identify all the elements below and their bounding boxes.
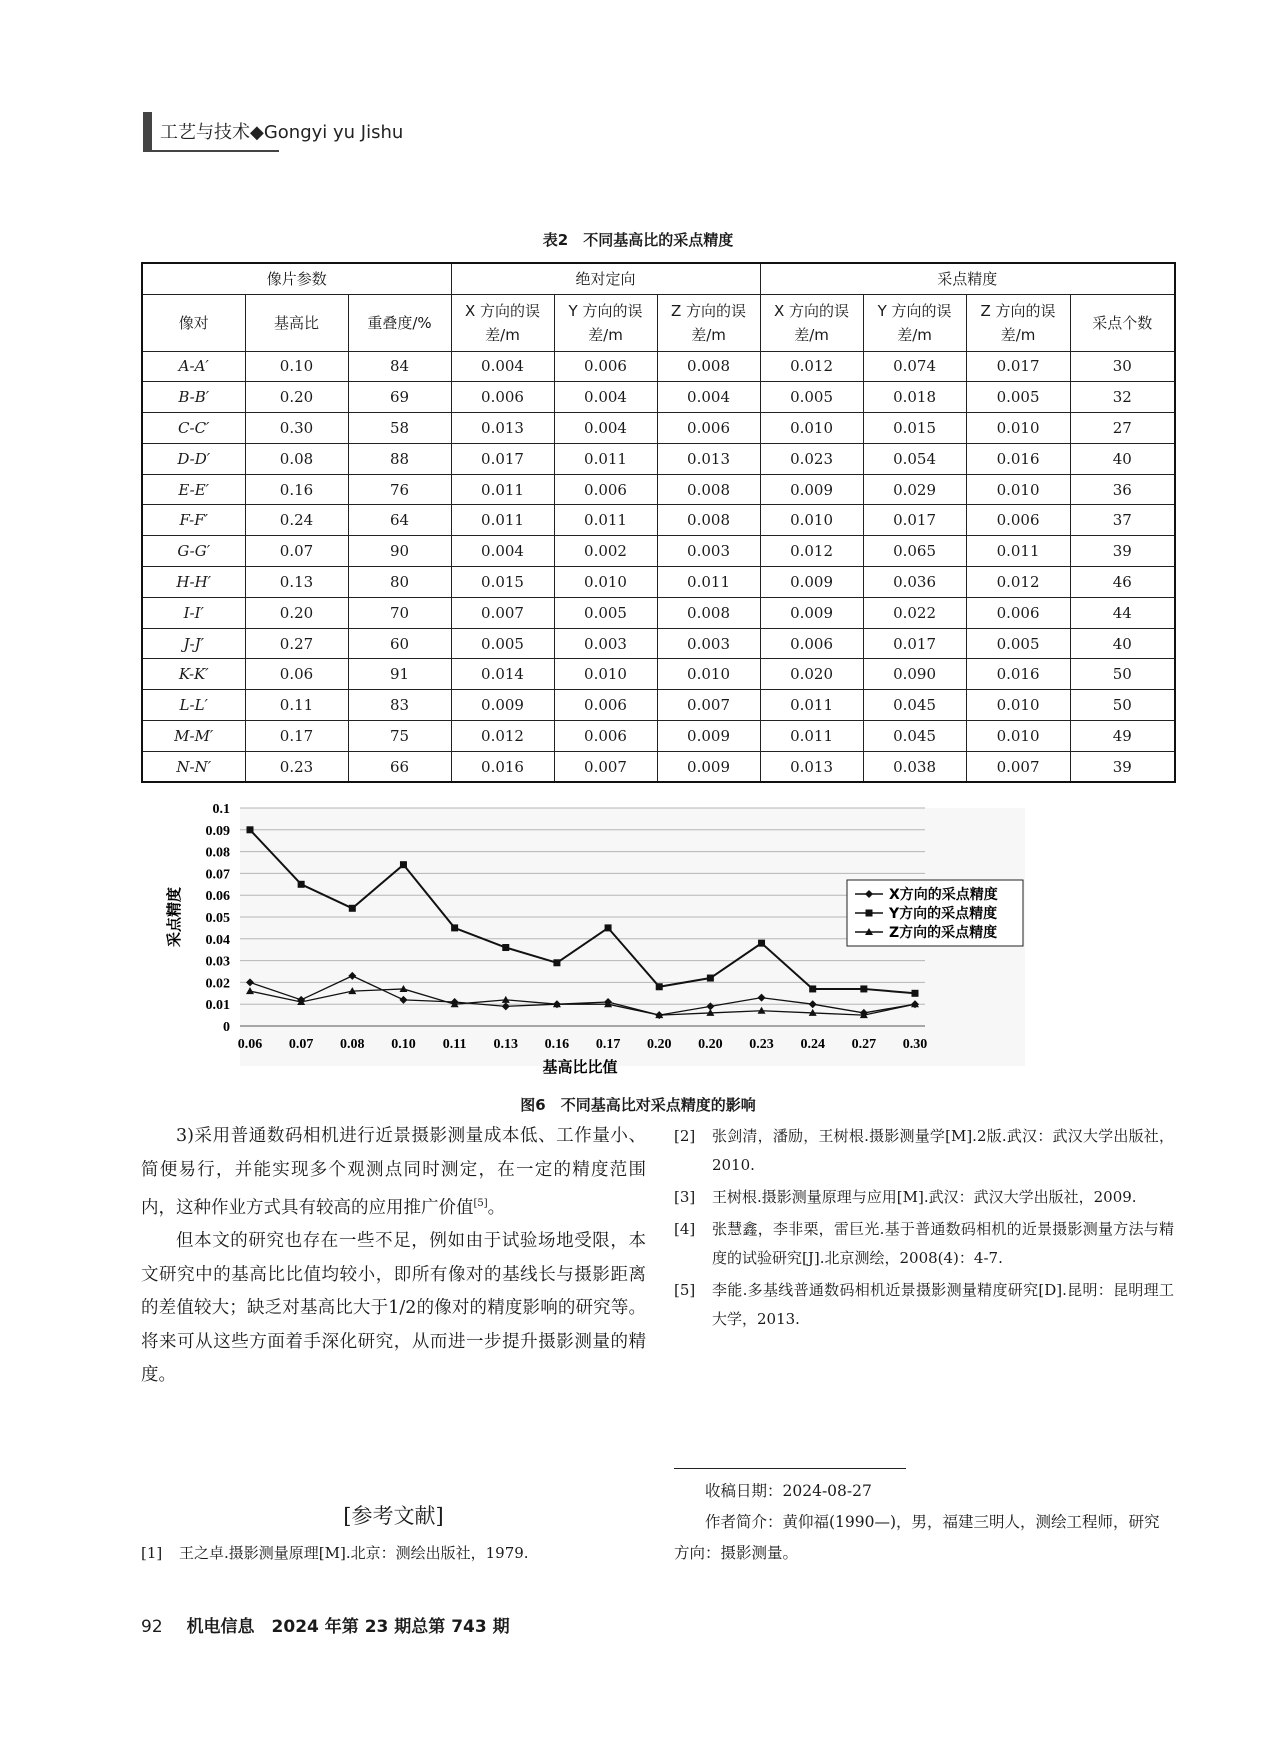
table-cell: 0.018	[863, 382, 966, 413]
data-point	[758, 940, 765, 947]
table-cell: 0.003	[657, 536, 760, 567]
data-point	[707, 975, 714, 982]
table-row	[142, 413, 1175, 444]
journal-info: 机电信息 2024 年第 23 期总第 743 期	[186, 1617, 510, 1637]
table-cell: 0.006	[657, 413, 760, 444]
table-cell: 0.008	[657, 351, 760, 382]
article-meta	[674, 1476, 1174, 1569]
table-cell: 0.007	[966, 751, 1070, 782]
table-cell: 0.010	[966, 474, 1070, 505]
table-cell: 0.011	[451, 505, 554, 536]
y-tick-label: 0.04	[205, 932, 230, 948]
table-cell: 0.007	[451, 597, 554, 628]
table-cell: 0.06	[245, 659, 348, 690]
column-header: Z 方向的误差/m	[657, 294, 760, 351]
data-point	[349, 905, 356, 912]
data-point	[656, 983, 663, 990]
data-point	[502, 944, 509, 951]
column-header: 重叠度/%	[348, 294, 451, 351]
table-cell: 0.012	[760, 351, 863, 382]
table-cell: 39	[1070, 536, 1175, 567]
table-cell: 0.004	[451, 351, 554, 382]
column-header: X 方向的误差/m	[451, 294, 554, 351]
table-cell: 88	[348, 443, 451, 474]
table-cell: 0.006	[554, 721, 657, 752]
table-cell: 0.005	[966, 382, 1070, 413]
table-cell: 0.016	[451, 751, 554, 782]
table-cell: 50	[1070, 690, 1175, 721]
table-cell: 0.002	[554, 536, 657, 567]
table-cell: 0.24	[245, 505, 348, 536]
table-row	[142, 751, 1175, 782]
legend-label: Z方向的采点精度	[889, 925, 998, 941]
table-cell: 0.07	[245, 536, 348, 567]
table-caption: 表2 不同基高比的采点精度	[542, 231, 734, 249]
table-cell: 30	[1070, 351, 1175, 382]
y-tick-label: 0.05	[205, 911, 230, 926]
table-cell: 0.005	[966, 628, 1070, 659]
table-body	[142, 351, 1175, 782]
table-cell: 0.023	[760, 443, 863, 474]
reference-item	[674, 1215, 1174, 1273]
reference-number: [3]	[674, 1188, 696, 1206]
table-cell: 0.010	[554, 659, 657, 690]
column-header: 采点个数	[1070, 294, 1175, 351]
table-cell: 0.022	[863, 597, 966, 628]
table-cell: 0.005	[554, 597, 657, 628]
table-cell: 0.003	[657, 628, 760, 659]
table-cell: 0.009	[760, 567, 863, 598]
received-date: 收稿日期：2024-08-27	[705, 1482, 872, 1500]
legend-marker	[866, 910, 873, 917]
figure-caption: 图6 不同基高比对采点精度的影响	[520, 1096, 756, 1114]
table-cell: 0.090	[863, 659, 966, 690]
y-tick-label: 0.03	[205, 954, 230, 970]
table-cell: 0.27	[245, 628, 348, 659]
table-cell: 0.011	[760, 690, 863, 721]
y-tick-label: 0.01	[205, 998, 230, 1014]
legend-label: Y方向的采点精度	[889, 906, 998, 922]
table-cell: 0.005	[760, 382, 863, 413]
chart-svg	[165, 800, 1065, 1090]
table-cell: 0.08	[245, 443, 348, 474]
pair-cell: I-I′	[142, 597, 245, 628]
table-cell: 0.004	[554, 413, 657, 444]
table-cell: 76	[348, 474, 451, 505]
reference-item	[674, 1122, 1174, 1180]
table-cell: 44	[1070, 597, 1175, 628]
column-header: X 方向的误差/m	[760, 294, 863, 351]
pair-cell: M-M′	[142, 721, 245, 752]
body-text	[141, 1120, 646, 1393]
x-tick-label: 0.20	[698, 1037, 723, 1052]
table-cell: 0.16	[245, 474, 348, 505]
pair-cell: N-N′	[142, 751, 245, 782]
data-point	[451, 924, 458, 931]
pair-cell: A-A′	[142, 351, 245, 382]
column-header-row	[142, 294, 1175, 351]
table-cell: 0.009	[657, 751, 760, 782]
pair-cell: J-J′	[142, 628, 245, 659]
table-cell: 37	[1070, 505, 1175, 536]
reference-text: 张慧鑫，李非栗，雷巨光.基于普通数码相机的近景摄影测量方法与精度的试验研究[J].北京测绘，2008(4)：4-7.	[712, 1220, 1174, 1267]
table-cell: 0.017	[863, 505, 966, 536]
references-title: [参考文献]	[343, 1504, 444, 1528]
y-tick-label: 0.06	[205, 889, 230, 905]
table-cell: 0.017	[451, 443, 554, 474]
table-cell: 0.11	[245, 690, 348, 721]
table-cell: 60	[348, 628, 451, 659]
paragraph-end: 。	[487, 1197, 506, 1218]
table-cell: 0.011	[554, 443, 657, 474]
x-tick-label: 0.08	[340, 1037, 365, 1052]
running-header	[143, 112, 403, 150]
y-tick-label: 0.07	[205, 867, 230, 883]
table-row	[142, 659, 1175, 690]
table-row	[142, 443, 1175, 474]
table-cell: 84	[348, 351, 451, 382]
table-cell: 0.005	[451, 628, 554, 659]
reference-number: [1]	[141, 1544, 163, 1562]
data-point	[809, 985, 816, 992]
table-cell: 0.17	[245, 721, 348, 752]
table-cell: 27	[1070, 413, 1175, 444]
y-axis-label: 采点精度	[165, 886, 183, 948]
data-table	[141, 262, 1176, 783]
table-cell: 0.010	[966, 413, 1070, 444]
data-point	[605, 924, 612, 931]
pair-cell: C-C′	[142, 413, 245, 444]
table-cell: 32	[1070, 382, 1175, 413]
table-cell: 36	[1070, 474, 1175, 505]
table-cell: 0.010	[554, 567, 657, 598]
table-row	[142, 382, 1175, 413]
x-tick-label: 0.07	[288, 1037, 314, 1052]
group-header: 绝对定向	[451, 263, 760, 294]
table-cell: 0.003	[554, 628, 657, 659]
table-cell: 46	[1070, 567, 1175, 598]
table-cell: 0.029	[863, 474, 966, 505]
table-cell: 0.036	[863, 567, 966, 598]
x-axis-label: 基高比比值	[542, 1058, 618, 1076]
pair-cell: G-G′	[142, 536, 245, 567]
table-cell: 69	[348, 382, 451, 413]
x-tick-label: 0.16	[544, 1037, 570, 1052]
table-cell: 0.006	[966, 505, 1070, 536]
table-row	[142, 690, 1175, 721]
table-cell: 0.006	[554, 474, 657, 505]
table-cell: 0.011	[760, 721, 863, 752]
data-point	[553, 959, 560, 966]
data-point	[298, 881, 305, 888]
pair-cell: E-E′	[142, 474, 245, 505]
table-cell: 0.012	[966, 567, 1070, 598]
line-chart	[165, 800, 1065, 1094]
x-tick-label: 0.24	[800, 1037, 825, 1052]
table-cell: 0.010	[760, 505, 863, 536]
table-cell: 50	[1070, 659, 1175, 690]
table-cell: 91	[348, 659, 451, 690]
table-row	[142, 721, 1175, 752]
page-footer	[141, 1612, 510, 1637]
table-cell: 0.006	[966, 597, 1070, 628]
y-tick-label: 0.02	[205, 976, 230, 992]
table-cell: 0.012	[760, 536, 863, 567]
table-row	[142, 567, 1175, 598]
footnote-rule	[674, 1468, 906, 1469]
table-cell: 0.074	[863, 351, 966, 382]
x-tick-label: 0.13	[493, 1037, 519, 1052]
table-cell: 0.006	[760, 628, 863, 659]
table-cell: 66	[348, 751, 451, 782]
table-cell: 90	[348, 536, 451, 567]
table-cell: 0.013	[760, 751, 863, 782]
pair-cell: H-H′	[142, 567, 245, 598]
table-cell: 0.004	[451, 536, 554, 567]
pair-cell: D-D′	[142, 443, 245, 474]
paragraph	[141, 1120, 646, 1225]
column-header: 像对	[142, 294, 245, 351]
table-cell: 0.017	[863, 628, 966, 659]
table-cell: 0.007	[554, 751, 657, 782]
table-cell: 0.23	[245, 751, 348, 782]
pair-cell: F-F′	[142, 505, 245, 536]
group-header: 采点精度	[760, 263, 1175, 294]
table-cell: 49	[1070, 721, 1175, 752]
table-cell: 0.006	[554, 690, 657, 721]
references-list	[674, 1122, 1174, 1337]
table-cell: 0.015	[863, 413, 966, 444]
table-cell: 0.009	[760, 597, 863, 628]
table-row	[142, 351, 1175, 382]
table-cell: 75	[348, 721, 451, 752]
author-bio: 作者简介：黄仰福(1990—)，男，福建三明人，测绘工程师，研究方向：摄影测量。	[674, 1513, 1160, 1562]
page-number: 92	[141, 1617, 163, 1637]
header-bar	[143, 112, 152, 150]
table-row	[142, 628, 1175, 659]
reference-number: [2]	[674, 1127, 696, 1145]
table-cell: 0.13	[245, 567, 348, 598]
x-tick-label: 0.30	[902, 1037, 928, 1052]
table-cell: 0.014	[451, 659, 554, 690]
table-cell: 0.010	[657, 659, 760, 690]
paragraph-text: 3)采用普通数码相机进行近景摄影测量成本低、工作量小、简便易行，并能实现多个观测点同时测定，在一定的精度范围内，这种作业方式具有较高的应用推广价值	[141, 1126, 646, 1218]
table-cell: 0.020	[760, 659, 863, 690]
table-cell: 0.008	[657, 597, 760, 628]
table-cell: 58	[348, 413, 451, 444]
table-cell: 0.045	[863, 721, 966, 752]
table-cell: 0.017	[966, 351, 1070, 382]
table-cell: 0.065	[863, 536, 966, 567]
table-cell: 0.20	[245, 597, 348, 628]
reference-number: [5]	[674, 1281, 696, 1299]
table-cell: 0.054	[863, 443, 966, 474]
reference-text: 王树根.摄影测量原理与应用[M].武汉：武汉大学出版社，2009.	[712, 1188, 1137, 1206]
table-row	[142, 597, 1175, 628]
table-cell: 39	[1070, 751, 1175, 782]
table-cell: 0.038	[863, 751, 966, 782]
table-cell: 70	[348, 597, 451, 628]
table-cell: 0.30	[245, 413, 348, 444]
table-cell: 0.016	[966, 659, 1070, 690]
pair-cell: L-L′	[142, 690, 245, 721]
table-cell: 0.009	[451, 690, 554, 721]
reference-number: [4]	[674, 1220, 696, 1238]
pair-cell: B-B′	[142, 382, 245, 413]
column-header: 基高比	[245, 294, 348, 351]
reference-text: 李能.多基线普通数码相机近景摄影测量精度研究[D].昆明：昆明理工大学，2013.	[712, 1281, 1174, 1328]
table-cell: 0.007	[657, 690, 760, 721]
reference-text: 王之卓.摄影测量原理[M].北京：测绘出版社，1979.	[179, 1544, 529, 1562]
data-point	[912, 990, 919, 997]
table-cell: 40	[1070, 443, 1175, 474]
table-cell: 0.010	[966, 721, 1070, 752]
citation: [5]	[473, 1198, 488, 1209]
table-cell: 0.013	[657, 443, 760, 474]
table-cell: 83	[348, 690, 451, 721]
table-cell: 0.011	[554, 505, 657, 536]
table-cell: 40	[1070, 628, 1175, 659]
y-tick-label: 0	[223, 1020, 230, 1035]
reference-item	[141, 1540, 651, 1567]
column-header: Y 方向的误差/m	[863, 294, 966, 351]
table-cell: 0.004	[554, 382, 657, 413]
table-cell: 0.011	[451, 474, 554, 505]
x-tick-label: 0.17	[595, 1037, 621, 1052]
table-cell: 0.006	[554, 351, 657, 382]
table-cell: 0.015	[451, 567, 554, 598]
x-tick-label: 0.11	[442, 1037, 467, 1052]
pair-cell: K-K′	[142, 659, 245, 690]
table-cell: 0.013	[451, 413, 554, 444]
x-tick-label: 0.27	[851, 1037, 877, 1052]
x-tick-label: 0.23	[749, 1037, 774, 1052]
table-cell: 80	[348, 567, 451, 598]
table-cell: 0.20	[245, 382, 348, 413]
y-tick-label: 0.08	[205, 845, 230, 861]
table-cell: 0.008	[657, 505, 760, 536]
column-header: Z 方向的误差/m	[966, 294, 1070, 351]
table-cell: 0.012	[451, 721, 554, 752]
table-cell: 0.010	[760, 413, 863, 444]
y-tick-label: 0.09	[205, 823, 230, 839]
table-cell: 0.009	[760, 474, 863, 505]
data-point	[247, 826, 254, 833]
y-tick-label: 0.1	[212, 802, 230, 817]
header-rule	[143, 150, 279, 152]
table-cell: 0.011	[657, 567, 760, 598]
table-row	[142, 505, 1175, 536]
x-tick-label: 0.20	[646, 1037, 672, 1052]
table-cell: 0.045	[863, 690, 966, 721]
header-text: 工艺与技术◆Gongyi yu Jishu	[160, 122, 404, 143]
table-cell: 0.008	[657, 474, 760, 505]
group-header: 像片参数	[142, 263, 451, 294]
table-cell: 0.004	[657, 382, 760, 413]
legend-label: X方向的采点精度	[889, 887, 998, 903]
table-cell: 0.010	[966, 690, 1070, 721]
data-point	[860, 985, 867, 992]
table-row	[142, 474, 1175, 505]
column-header: Y 方向的误差/m	[554, 294, 657, 351]
reference-item	[674, 1183, 1174, 1212]
x-tick-label: 0.06	[237, 1037, 263, 1052]
paragraph: 但本文的研究也存在一些不足，例如由于试验场地受限，本文研究中的基高比比值均较小，即所有像对的基线长与摄影距离的差值较大；缺乏对基高比大于1/2的像对的精度影响的研究等。将来可从这些方面着手深化研究，从而进一步提升摄影测量的精度。	[141, 1231, 646, 1386]
table-cell: 0.006	[451, 382, 554, 413]
data-point	[400, 861, 407, 868]
table-cell: 64	[348, 505, 451, 536]
table-cell: 0.009	[657, 721, 760, 752]
table-cell: 0.10	[245, 351, 348, 382]
reference-item	[674, 1276, 1174, 1334]
table-cell: 0.011	[966, 536, 1070, 567]
reference-text: 张剑清，潘励，王树根.摄影测量学[M].2版.武汉：武汉大学出版社，2010.	[712, 1127, 1174, 1174]
table-cell: 0.016	[966, 443, 1070, 474]
x-tick-label: 0.10	[391, 1037, 416, 1052]
table-row	[142, 536, 1175, 567]
